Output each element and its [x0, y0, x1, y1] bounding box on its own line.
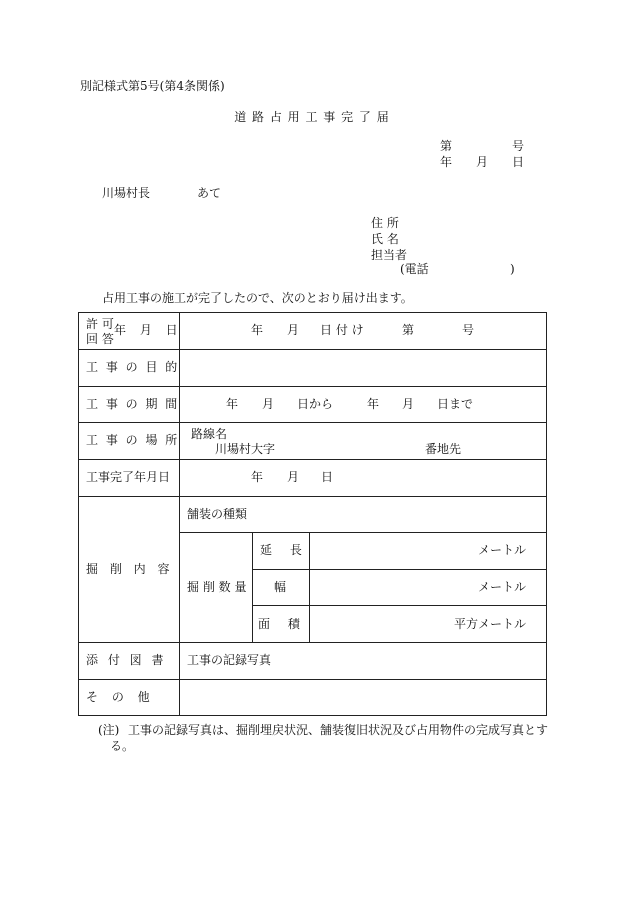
completion-month: 月 — [287, 470, 300, 484]
date-day-label: 日 — [512, 155, 525, 169]
intro-text: 占用工事の施工が完了したので、次のとおり届け出ます。 — [102, 291, 413, 305]
length-unit: メートル — [478, 543, 527, 557]
doc-number-prefix: 第 — [440, 139, 453, 153]
route-name-label: 路線名 — [191, 427, 228, 441]
period-end-month: 月 — [402, 397, 415, 411]
addressee-name: 川場村長 — [102, 186, 151, 200]
length-label: 延 長 — [260, 543, 302, 557]
period-end-day: 日まで — [437, 397, 474, 411]
attachments-value: 工事の記録写真 — [187, 653, 272, 667]
addressee-suffix: あて — [197, 186, 222, 200]
village-label: 川場村大字 — [215, 442, 276, 456]
applicant-phone-open: (電話 — [400, 262, 429, 276]
applicant-contact-label: 担当者 — [371, 248, 408, 262]
width-unit: メートル — [478, 580, 527, 594]
excavation-quantity-label: 掘 削 数 量 — [187, 580, 247, 594]
area-label: 面 積 — [258, 617, 300, 631]
period-start-month: 月 — [262, 397, 275, 411]
permit-label-top: 許 可 — [86, 317, 114, 331]
lot-label: 番地先 — [425, 442, 462, 456]
attachments-label: 添 付 図 書 — [86, 653, 167, 667]
note-line-2: る。 — [110, 739, 135, 753]
period-start-day: 日から — [297, 397, 334, 411]
permit-date-label: 年 月 日 — [114, 323, 178, 337]
permit-day-dated: 日 付 け — [320, 323, 364, 337]
excavation-label: 掘 削 内 容 — [86, 562, 174, 576]
note-line-1: 工事の記録写真は、掘削埋戻状況、舗装復旧状況及び占用物件の完成写真とす — [128, 723, 549, 737]
location-label: 工 事 の 場 所 — [86, 433, 180, 447]
permit-no: 第 — [402, 323, 415, 337]
purpose-field[interactable] — [181, 351, 545, 385]
other-field[interactable] — [181, 681, 545, 714]
completion-day: 日 — [321, 470, 334, 484]
permit-year: 年 — [251, 323, 264, 337]
purpose-label: 工 事 の 目 的 — [86, 360, 180, 374]
form-reference: 別記様式第5号(第4条関係) — [80, 79, 225, 93]
area-unit: 平方メートル — [454, 617, 527, 631]
completion-year: 年 — [251, 470, 264, 484]
other-label: そ の 他 — [86, 690, 150, 704]
applicant-name-label: 氏 名 — [371, 232, 399, 246]
note-marker: (注) — [98, 723, 120, 737]
permit-go: 号 — [462, 323, 475, 337]
period-end-year: 年 — [367, 397, 380, 411]
page-title: 道 路 占 用 工 事 完 了 届 — [234, 110, 390, 124]
date-month-label: 月 — [476, 155, 489, 169]
applicant-phone-close: ) — [510, 262, 515, 276]
pavement-type-label: 舗装の種類 — [187, 507, 248, 521]
date-year-label: 年 — [440, 155, 453, 169]
period-label: 工 事 の 期 間 — [86, 397, 180, 411]
completion-date-label: 工事完了年月日 — [86, 470, 171, 484]
permit-month: 月 — [287, 323, 300, 337]
doc-number-suffix: 号 — [512, 139, 525, 153]
applicant-address-label: 住 所 — [371, 216, 399, 230]
permit-label-bottom: 回 答 — [86, 332, 114, 346]
width-label: 幅 — [274, 580, 287, 594]
period-start-year: 年 — [226, 397, 239, 411]
